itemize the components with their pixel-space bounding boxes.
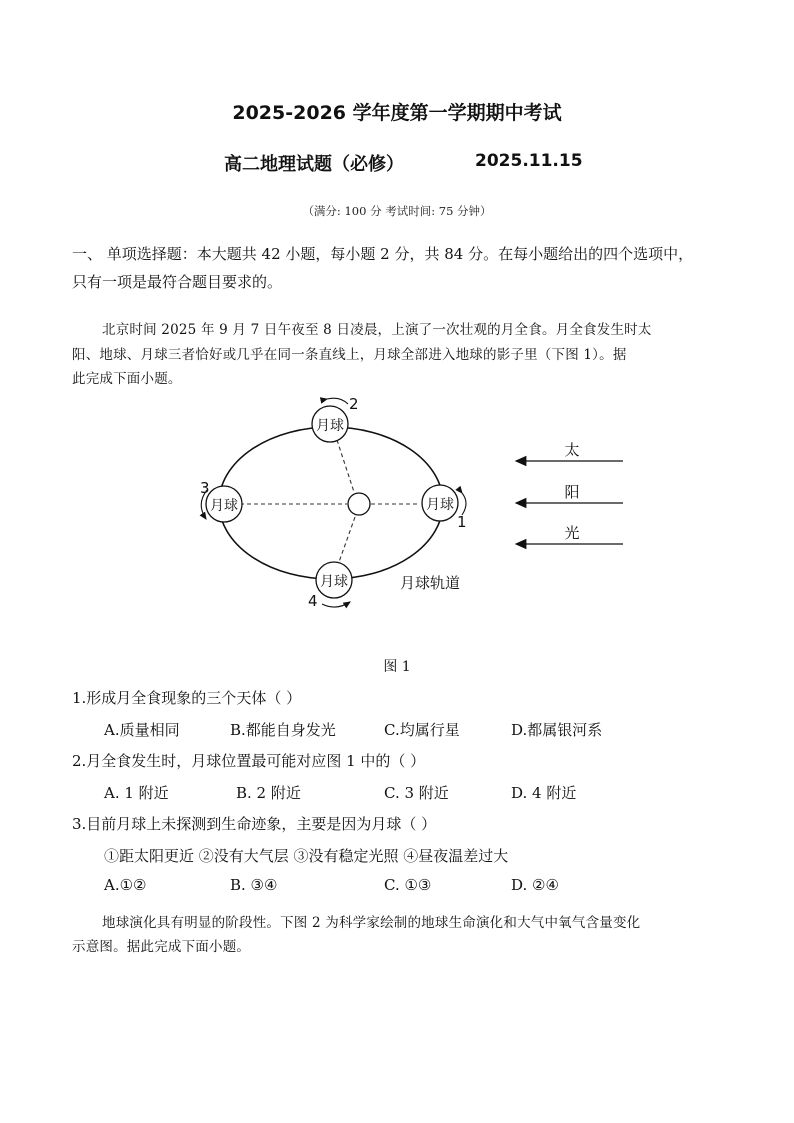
sun-char-3: 光 (564, 524, 580, 542)
question3-statements: ①距太阳更近 ②没有大气层 ③没有稳定光照 ④昼夜温差过大 (104, 847, 509, 865)
q1-option-b[interactable]: B.都能自身发光 (230, 721, 336, 739)
exam-info: （满分: 100 分 考试时间: 75 分钟） (302, 204, 492, 218)
q2-option-d[interactable]: D. 4 附近 (511, 784, 577, 802)
q1-option-a[interactable]: A.质量相同 (104, 721, 180, 739)
section-heading-line2: 只有一项是最符合题目要求的。 (72, 273, 283, 291)
moon-position-3 (206, 486, 242, 522)
q3-option-c[interactable]: C. ①③ (384, 876, 432, 894)
q1-option-d[interactable]: D.都属银河系 (511, 721, 603, 739)
q2-option-a[interactable]: A. 1 附近 (104, 784, 169, 802)
exam-title: 2025-2026 学年度第一学期期中考试 (232, 102, 562, 124)
figure1-caption: 图 1 (383, 659, 411, 675)
earth-moon-lines (240, 440, 420, 562)
sun-char-2: 阳 (564, 483, 580, 501)
exam-subtitle: 高二地理试题（必修） (224, 154, 404, 175)
moon-position-2 (312, 406, 348, 442)
passage1-line2: 阳、地球、月球三者恰好或几乎在同一条直线上，月球全部进入地球的影子里（下图 1）。据 (72, 347, 627, 363)
q2-option-c[interactable]: C. 3 附近 (384, 784, 449, 802)
question2-options (0, 782, 794, 802)
position-label-3: 3 (200, 479, 210, 497)
sun-char-1: 太 (564, 441, 580, 459)
question1-options (0, 719, 794, 739)
passage1-line3: 此完成下面小题。 (72, 371, 182, 387)
svg-text:月球: 月球 (210, 498, 238, 514)
orbit-label: 月球轨道 (400, 574, 461, 592)
q2-option-b[interactable]: B. 2 附近 (236, 784, 301, 802)
figure1-diagram (0, 390, 794, 620)
svg-text:月球: 月球 (320, 574, 348, 590)
question3-options (0, 876, 794, 896)
q3-option-a[interactable]: A.①② (104, 876, 147, 894)
rotation-arrow-4 (322, 602, 350, 607)
question3-stem: 3.目前月球上未探测到生命迹象，主要是因为月球（ ） (72, 815, 437, 833)
svg-text:月球: 月球 (426, 497, 454, 513)
question2-stem: 2.月全食发生时，月球位置最可能对应图 1 中的（ ） (72, 752, 426, 770)
rotation-arrow-2 (327, 398, 348, 404)
position-label-1: 1 (457, 513, 467, 531)
position-label-4: 4 (308, 592, 318, 610)
exam-date: 2025.11.15 (475, 151, 583, 171)
earth (348, 493, 370, 515)
moon-orbit (219, 427, 443, 579)
passage1-line1: 北京时间 2025 年 9 月 7 日午夜至 8 日凌晨，上演了一次壮观的月全食。月全食发生时太 (102, 322, 652, 338)
moon-position-1 (422, 485, 458, 521)
rotation-arrow-1 (462, 493, 466, 515)
q3-option-d[interactable]: D. ②④ (511, 876, 559, 894)
q1-option-c[interactable]: C.均属行星 (384, 721, 460, 739)
passage2-line1: 地球演化具有明显的阶段性。下图 2 为科学家绘制的地球生命演化和大气中氧气含量变化 (102, 915, 641, 931)
passage2-line2: 示意图。据此完成下面小题。 (72, 939, 251, 955)
question1-stem: 1.形成月全食现象的三个天体（ ） (72, 689, 302, 707)
moon-position-4 (316, 562, 352, 598)
section-heading-line1: 一、 单项选择题：本大题共 42 小题，每小题 2 分，共 84 分。在每小题给出的四个选项中， (72, 245, 694, 263)
q3-option-b[interactable]: B. ③④ (230, 876, 278, 894)
svg-text:月球: 月球 (316, 418, 344, 434)
position-label-2: 2 (349, 395, 359, 413)
